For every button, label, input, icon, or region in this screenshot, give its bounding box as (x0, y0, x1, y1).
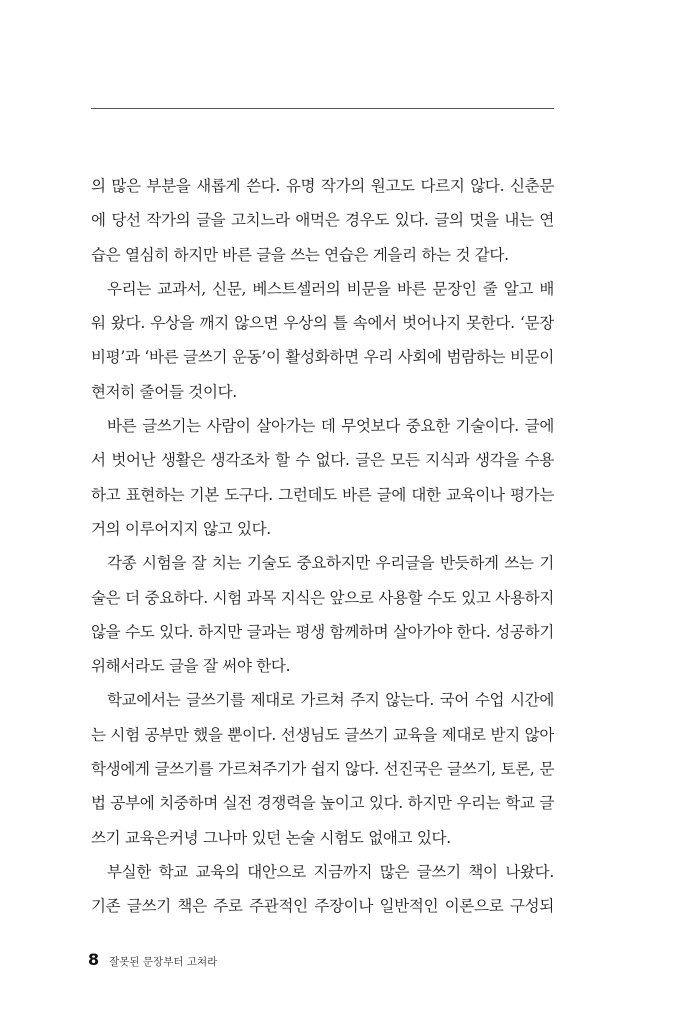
text-line: 않을 수도 있다. 하지만 글과는 평생 함께하며 살아가야 한다. 성공하기 (91, 622, 554, 641)
text-line: 쓰기 교육은커녕 그나마 있던 논술 시험도 없애고 있다. (91, 828, 451, 847)
text-line: 학생에게 글쓰기를 가르쳐주기가 쉽지 않다. 선진국은 글쓰기, 토론, 문 (91, 760, 554, 779)
text-line: 는 시험 공부만 했을 뿐이다. 선생님도 글쓰기 교육을 제대로 받지 않아 (91, 725, 554, 744)
text-line: 워 왔다. 우상을 깨지 않으면 우상의 틀 속에서 벗어나지 못한다. ‘문장 (91, 314, 554, 333)
text-line: 서 벗어난 생활은 생각조차 할 수 없다. 글은 모든 지식과 생각을 수용 (91, 451, 554, 470)
page-footer (88, 950, 217, 969)
text-line: 각종 시험을 잘 치는 기술도 중요하지만 우리글을 반듯하게 쓰는 기 (107, 554, 554, 573)
running-title: 잘못된 문장부터 고쳐라 (109, 956, 218, 968)
text-line: 에 당선 작가의 글을 고치느라 애먹은 경우도 있다. 글의 멋을 내는 연 (91, 211, 554, 230)
text-line: 비평’과 ‘바른 글쓰기 운동’이 활성화하면 우리 사회에 범람하는 비문이 (91, 348, 554, 367)
text-line: 거의 이루어지지 않고 있다. (91, 519, 271, 538)
text-line: 의 많은 부분을 새롭게 쓴다. 유명 작가의 원고도 다르지 않다. 신춘문 (91, 177, 554, 195)
text-line: 법 공부에 치중하며 실전 경쟁력을 높이고 있다. 하지만 우리는 학교 글 (91, 794, 554, 813)
text-line: 부실한 학교 교육의 대안으로 지금까지 많은 글쓰기 책이 나왔다. (107, 862, 554, 881)
text-line: 습은 열심히 하지만 바른 글을 쓰는 연습은 게을리 하는 것 같다. (91, 245, 509, 264)
text-line: 우리는 교과서, 신문, 베스트셀러의 비문을 바른 문장인 줄 알고 배 (107, 279, 554, 298)
text-line: 바른 글쓰기는 사람이 살아가는 데 무엇보다 중요한 기술이다. 글에 (107, 417, 554, 436)
header-rule (91, 108, 554, 109)
text-line: 현저히 줄어들 것이다. (91, 382, 237, 401)
text-line: 하고 표현하는 기본 도구다. 그런데도 바른 글에 대한 교육이나 평가는 (91, 485, 554, 504)
text-line: 기존 글쓰기 책은 주로 주관적인 주장이나 일반적인 이론으로 구성되 (91, 897, 554, 916)
text-line: 학교에서는 글쓰기를 제대로 가르쳐 주지 않는다. 국어 수업 시간에 (107, 691, 554, 710)
text-line: 위해서라도 글을 잘 써야 한다. (91, 657, 291, 676)
page-number: 8 (88, 950, 100, 969)
body-text (91, 169, 554, 924)
text-line: 술은 더 중요하다. 시험 과목 지식은 앞으로 사용할 수도 있고 사용하지 (91, 588, 554, 607)
